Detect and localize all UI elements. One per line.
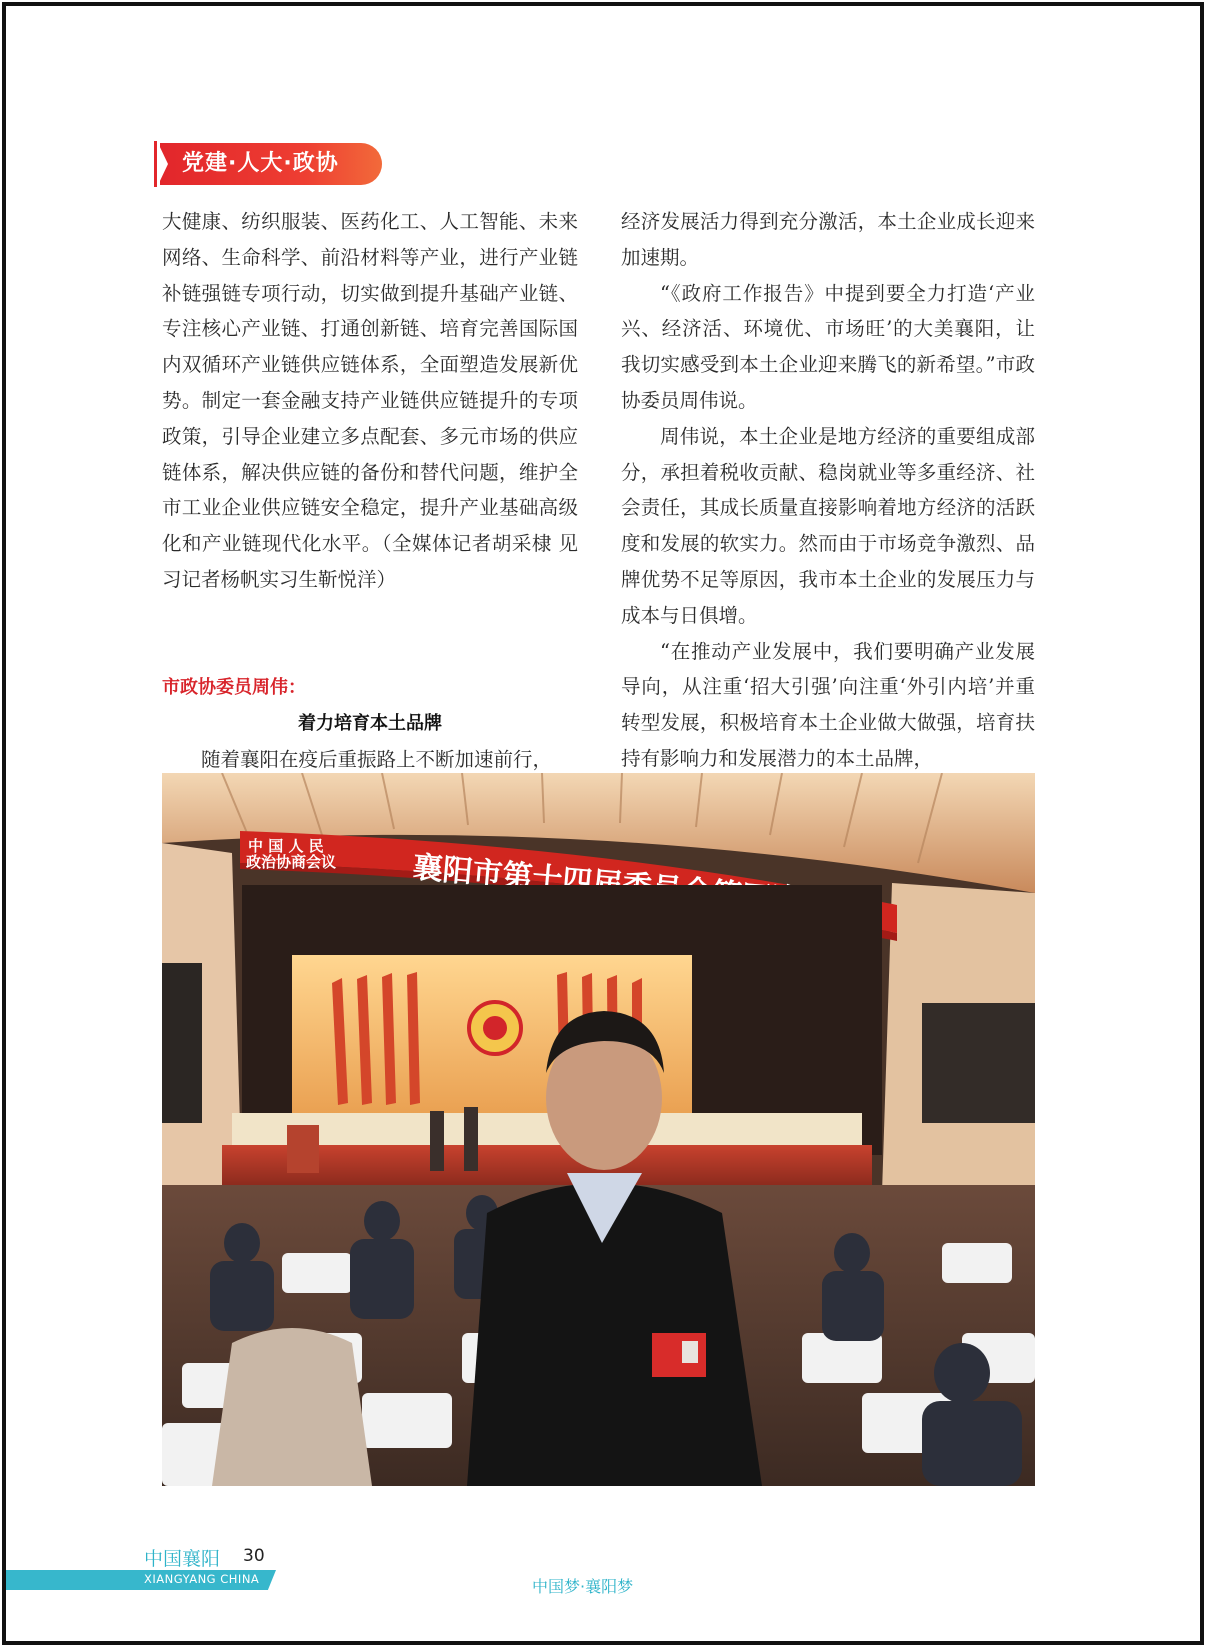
interview-subhead: 市政协委员周伟： bbox=[162, 676, 306, 698]
interview-subtitle: 着力培育本土品牌 bbox=[298, 712, 442, 734]
left-paragraph-2: 随着襄阳在疫后重振路上不断加速前行， bbox=[201, 747, 553, 771]
footer-brand: 中国襄阳 bbox=[144, 1548, 221, 1570]
section-tag bbox=[160, 143, 382, 185]
left-paragraph-1: 大健康、纺织服装、医药化工、人工智能、未来网络、生命科学、前沿材料等产业，进行产业链补链强链专项行动，切实做到提升基础产业链、专注核心产业链、打通创新链、培育完善国际国内双循环产业链供应链体系，全面塑造发展新优势。制定一套金融支持产业链供应链提升的专项政策，引导企业建立多点配套、多元市场的供应链体系，解决供应链的备份和替代问题，维护全市工业企业供应链安全稳定，提升产业基础高级化和产业链现代化水平。（全媒体记者胡采棣 见习记者杨帆实习生靳悦洋） bbox=[162, 210, 578, 591]
right-paragraph-2: “《政府工作报告》中提到要全力打造‘产业兴、经济活、环境优、市场旺’的大美襄阳，让我切实感受到本土企业迎来腾飞的新希望。”市政协委员周伟说。 bbox=[621, 281, 1035, 412]
right-paragraph-4: “在推动产业发展中，我们要明确产业发展导向，从注重‘招大引强’向注重‘外引内培’并重转型发展，积极培育本土企业做大做强，培育扶持有影响力和发展潜力的本土品牌， bbox=[621, 639, 1035, 770]
banner-line-2: 政治协商会议 bbox=[246, 853, 337, 871]
footer-slogan: 中国梦·襄阳梦 bbox=[532, 1577, 634, 1596]
banner-line-1: 中 国 人 民 bbox=[248, 837, 324, 855]
right-column bbox=[621, 204, 1035, 777]
section-tag-notch bbox=[158, 143, 168, 185]
page-number: 30 bbox=[243, 1546, 265, 1566]
left-column bbox=[162, 204, 578, 778]
footer-brand-en: XIANGYANG CHINA bbox=[144, 1572, 260, 1586]
section-tag-label: 党建·人大·政协 bbox=[182, 151, 339, 176]
spacer bbox=[162, 598, 578, 670]
conference-photo bbox=[162, 773, 1035, 1486]
right-paragraph-1: 经济发展活力得到充分激活，本土企业成长迎来加速期。 bbox=[621, 210, 1035, 269]
section-tag-bar bbox=[154, 141, 157, 187]
right-paragraph-3: 周伟说，本土企业是地方经济的重要组成部分，承担着税收贡献、稳岗就业等多重经济、社会责任，其成长质量直接影响着地方经济的活跃度和发展的软实力。然而由于市场竞争激烈、品牌优势不足等原因，我市本土企业的发展压力与成本与日俱增。 bbox=[621, 424, 1035, 627]
